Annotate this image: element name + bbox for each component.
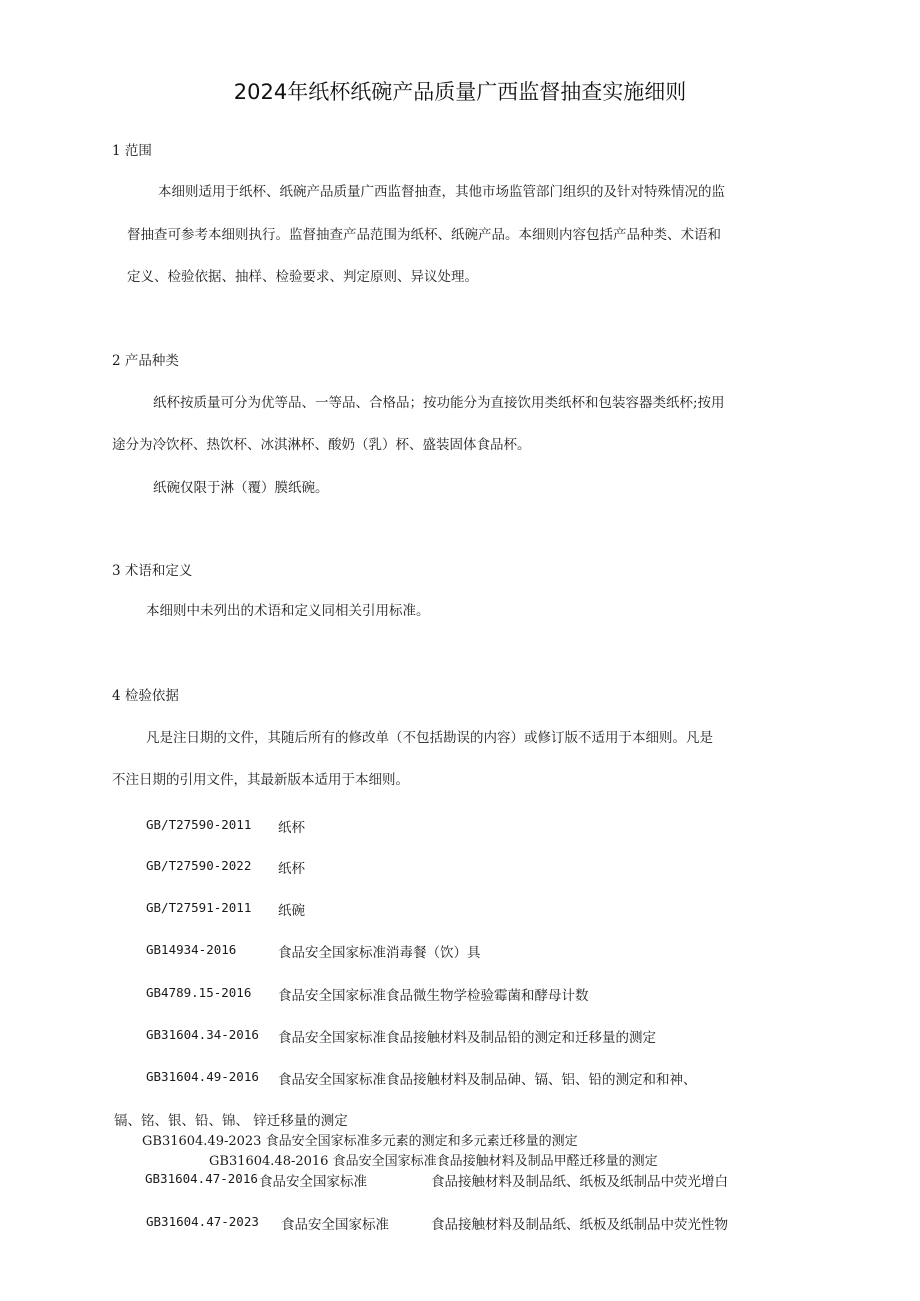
section-heading-scope: 1 范围: [112, 143, 152, 159]
standard-code: GB/T27590-2022: [146, 858, 252, 873]
standard-name: 食品安全国家标准食品接触材料及制品砷、镉、铝、铅的测定和和神、: [278, 1072, 697, 1088]
section-heading-product-types: 2 产品种类: [112, 353, 179, 369]
standard-code: GB31604.47-2023: [146, 1214, 259, 1229]
standard-name: 食品安全国家标准消毒餐（饮）具: [278, 945, 481, 961]
standard-name: 食品安全国家标准食品微生物学检验霉菌和酵母计数: [278, 988, 589, 1004]
paragraph-line: 督抽查可参考本细则执行。监督抽查产品范围为纸杯、纸碗产品。本细则内容包括产品种类、术语和: [127, 227, 721, 243]
standard-code: GB31604.49-2016: [146, 1069, 259, 1084]
standard-code: GB31604.47-2016: [145, 1171, 258, 1186]
standard-name: 食品接触材料及制品纸、纸板及纸制品中荧光性物: [431, 1217, 728, 1233]
standard-line: GB31604.49-2023 食品安全国家标准多元素的测定和多元素迁移量的测定: [142, 1134, 578, 1149]
standard-code: GB/T27590-2011: [146, 817, 252, 832]
standard-line: GB31604.48-2016 食品安全国家标准食品接触材料及制品甲醛迁移量的测定: [209, 1154, 658, 1169]
paragraph-line: 本细则适用于纸杯、纸碗产品质量广西监督抽查，其他市场监管部门组织的及针对特殊情况的监: [158, 184, 725, 200]
paragraph-line: 凡是注日期的文件，其随后所有的修改单（不包括勘误的内容）或修订版不适用于本细则。凡是: [146, 730, 713, 746]
document-title: 2024年纸杯纸碗产品质量广西监督抽查实施细则: [233, 80, 687, 104]
paragraph-line: 纸杯按质量可分为优等品、一等品、合格品；按功能分为直接饮用类纸杯和包装容器类纸杯;按用: [153, 395, 725, 411]
standard-continuation: 镉、铭、银、铅、锦、 锌迁移量的测定: [114, 1113, 348, 1129]
paragraph-line: 本细则中未列出的术语和定义同相关引用标准。: [146, 603, 430, 619]
standard-code: GB4789.15-2016: [146, 985, 252, 1000]
standard-name: 纸杯: [278, 861, 305, 877]
standard-code: GB14934-2016: [146, 942, 237, 957]
paragraph-line: 不注日期的引用文件，其最新版本适用于本细则。: [112, 772, 409, 788]
paragraph-line: 纸碗仅限于淋（覆）膜纸碗。: [153, 480, 329, 496]
paragraph-line: 定义、检验依据、抽样、检验要求、判定原则、异议处理。: [127, 269, 478, 285]
standard-name: 食品安全国家标准: [281, 1217, 389, 1233]
standard-name: 纸杯: [278, 820, 305, 836]
standard-name: 食品接触材料及制品纸、纸板及纸制品中荧光增白: [431, 1174, 728, 1190]
paragraph-line: 途分为冷饮杯、热饮杯、冰淇淋杯、酸奶（乳）杯、盛装固体食品杯。: [112, 437, 531, 453]
standard-code: GB31604.34-2016: [146, 1027, 259, 1042]
standard-code: GB/T27591-2011: [146, 900, 252, 915]
section-heading-terms: 3 术语和定义: [112, 563, 193, 579]
standard-name: 纸碗: [278, 903, 305, 919]
section-heading-inspection-basis: 4 检验依据: [112, 688, 179, 704]
standard-name: 食品安全国家标准食品接触材料及制品铅的测定和迁移量的测定: [278, 1030, 656, 1046]
standard-name: 食品安全国家标准: [259, 1174, 367, 1190]
